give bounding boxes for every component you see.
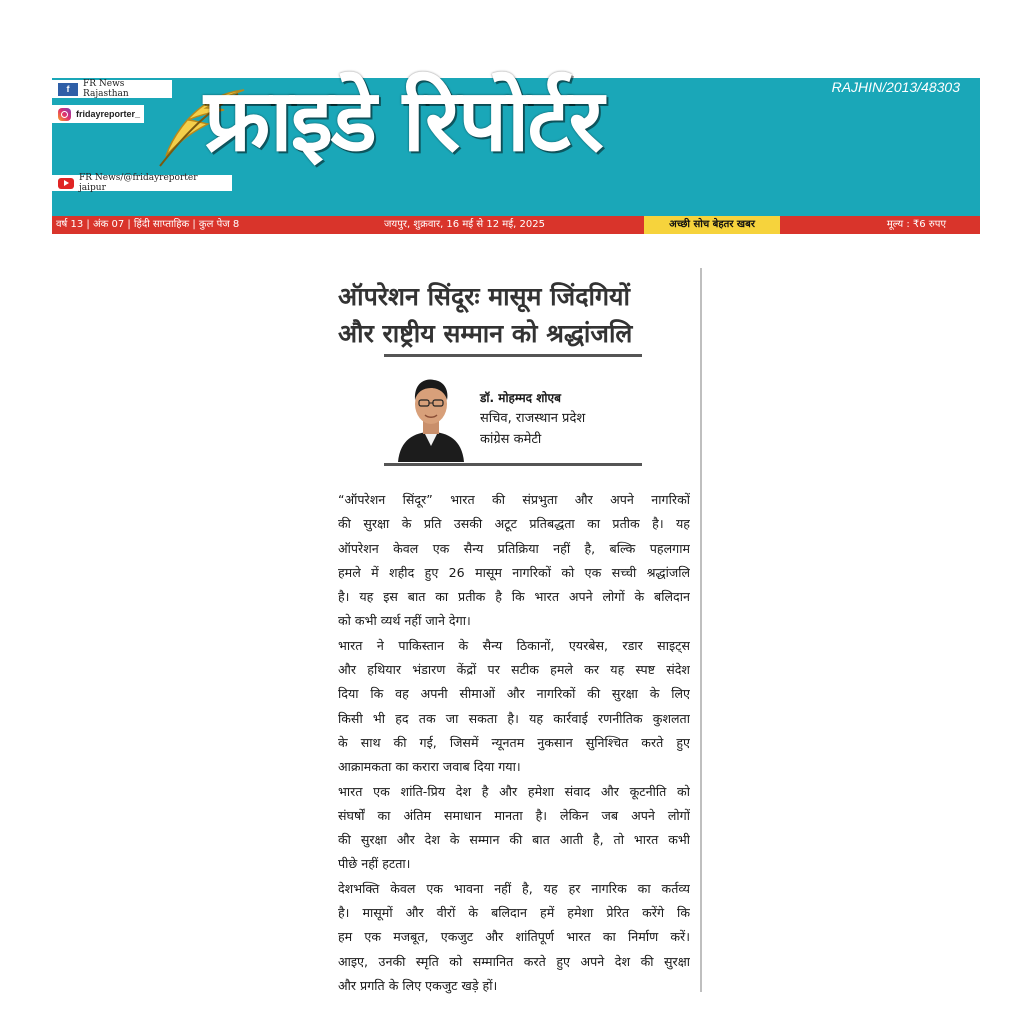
headline-line: और राष्ट्रीय सम्मान को श्रद्धांजलि (338, 319, 633, 348)
author-role-line: सचिव, राजस्थान प्रदेश (480, 411, 586, 426)
body-line: किसी भी हद तक जा सकता है। यह कार्रवाई रणनीतिक कुशलता (338, 710, 690, 726)
date-place: जयपुर, शुक्रवार, 16 मई से 12 मई, 2025 (384, 219, 545, 230)
body-line: देशभक्ति केवल एक भावना नहीं है, यह हर नागरिक का कर्तव्य (338, 880, 690, 896)
newspaper-brand-name: फ्राइडे रिपोर्टर (204, 71, 602, 171)
byline-rule-top (384, 354, 642, 357)
article-body (338, 488, 690, 998)
body-line: आइए, उनकी स्मृति को सम्मानित करते हुए अपने देश की सुरक्षा (338, 953, 690, 969)
body-line: की सुरक्षा के प्रति उसकी अटूट प्रतिबद्धता का प्रतीक है। यह (338, 516, 690, 532)
youtube-icon (58, 178, 74, 189)
author-photo (390, 366, 472, 462)
body-line: हम एक मजबूत, एकजुट और शांतिपूर्ण भारत का निर्माण करें। (338, 929, 690, 945)
facebook-icon: f (58, 83, 78, 96)
youtube-handle-text: FR News/@fridayreporter jaipur (79, 173, 198, 193)
instagram-icon (58, 108, 71, 121)
body-line: है। मासूमों और वीरों के बलिदान हमें हमेशा प्रेरित करेंगे कि (338, 905, 690, 921)
author-name: डॉ. मोहम्मद शोएब (480, 391, 561, 405)
issue-info: वर्ष 13 | अंक 07 | हिंदी साप्ताहिक | कुल पेज 8 (56, 219, 240, 230)
body-line: आक्रामकता का करारा जवाब दिया गया। (338, 759, 521, 775)
body-line: और प्रगति के लिए एकजुट खड़े हों। (338, 977, 498, 993)
tagline-badge: अच्छी सोच बेहतर खबर (644, 216, 780, 234)
body-line: और हथियार भंडारण केंद्रों पर सटीक हमले कर यह स्पष्ट संदेश (338, 662, 690, 678)
column-divider (700, 268, 702, 992)
body-line: पीछे नहीं हटता। (338, 856, 411, 872)
body-line: “ऑपरेशन सिंदूर” भारत की संप्रभुता और अपने नागरिकों (338, 492, 690, 507)
body-line: ऑपरेशन केवल एक सैन्य प्रतिक्रिया नहीं है, बल्कि पहलगाम (338, 540, 690, 556)
byline-rule-bottom (384, 463, 642, 466)
masthead (52, 71, 980, 216)
headline-line: ऑपरेशन सिंदूरः मासूम जिंदगियों (338, 282, 631, 311)
body-line: की सुरक्षा और देश के सम्मान की बात आती है, तो भारत कभी (338, 832, 690, 848)
instagram-handle-text: fridayreporter_ (76, 109, 141, 119)
body-line: संघर्षों का अंतिम समाधान मानता है। लेकिन जब अपने लोगों (338, 807, 690, 823)
info-bar (52, 216, 980, 234)
youtube-handle[interactable] (52, 175, 232, 191)
body-line: है। यह इस बात का प्रतीक है कि भारत अपने लोगों के बलिदान (338, 589, 690, 605)
body-line: हमले में शहीद हुए 26 मासूम नागरिकों को एक सच्ची श्रद्धांजलि (338, 564, 690, 580)
price: मूल्य : ₹6 रुपए (886, 219, 946, 230)
byline (480, 388, 585, 450)
body-line: भारत एक शांति-प्रिय देश है और हमेशा संवाद और कूटनीति को (338, 783, 690, 799)
article-headline (338, 278, 688, 352)
body-line: भारत ने पाकिस्तान के सैन्य ठिकानों, एयरबेस, रडार साइट्स (338, 637, 690, 653)
body-line: दिया कि वह अपनी सीमाओं और नागरिकों की सुरक्षा के लिए (338, 686, 690, 702)
registration-number: RAJHIN/2013/48303 (831, 79, 960, 95)
body-line: को कभी व्यर्थ नहीं जाने देगा। (338, 613, 471, 629)
facebook-handle-text: FR News Rajasthan (83, 79, 129, 99)
body-line: के साथ की गई, जिसमें न्यूनतम नुकसान सुनिश्चित करते हुए (338, 734, 690, 750)
author-role-line: कांग्रेस कमेटी (480, 432, 542, 447)
instagram-handle[interactable] (52, 105, 144, 123)
